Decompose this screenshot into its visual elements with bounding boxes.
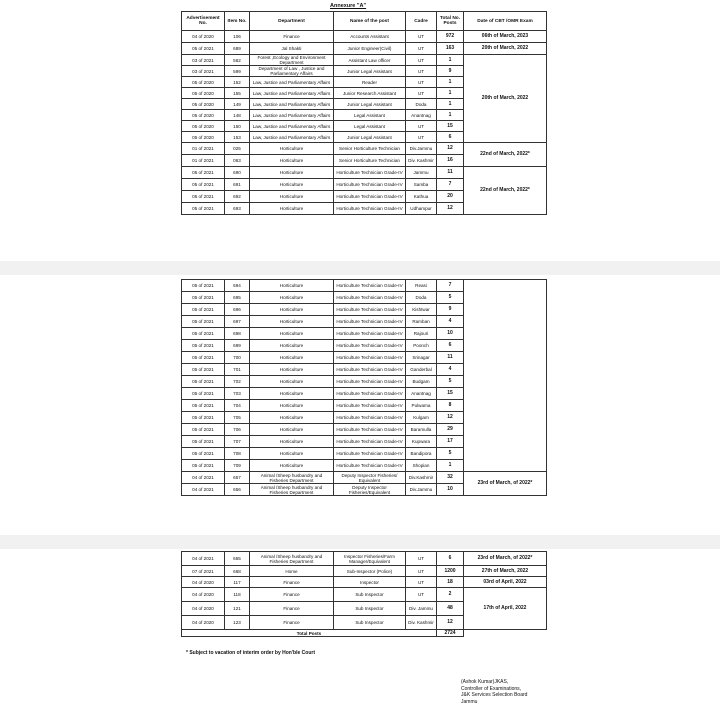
header-advertisement-no: Advertisement No. <box>182 12 225 31</box>
table-row: 05 of 2021 707 Horticulture Horticulture Technician Grade-IV Kupwara 17 <box>182 436 547 448</box>
signatory-name: (Ashok Kumar)JKAS, <box>461 679 509 685</box>
signature-block <box>461 679 527 705</box>
table-row: 05 of 2021 695 Horticulture Horticulture Technician Grade-IV Doda 5 <box>182 292 547 304</box>
table-row: 03 of 2021 599 Department of Law , Justice and Parliamentary Affairs Junior Legal Assistant UT 9 <box>182 66 547 77</box>
table-row: 05 of 2021 702 Horticulture Horticulture Technician Grade-IV Budgam 5 <box>182 376 547 388</box>
table-row: 05 of 2021 698 Horticulture Horticulture Technician Grade-IV Rajouri 10 <box>182 328 547 340</box>
signatory-designation: Controller of Examinations, <box>461 685 522 692</box>
table-row: 05 of 2021 699 Horticulture Horticulture Technician Grade-IV Poonch 6 <box>182 340 547 352</box>
total-posts-value: 2724 <box>437 630 464 637</box>
header-post-name: Name of the post <box>334 12 406 31</box>
table-row: 04 of 2021 655 Animal /Sheep husbandry and Fisheries Department Inspector Fisheries/Farm Manager/Equivalent UT 6 23rd of March, of 2022* <box>182 552 547 566</box>
table-row: 05 of 2021 689 Jal Shakti Junior Engineer(Civil) UT 163 20th of March, 2022 <box>182 43 547 55</box>
table-row: 03 of 2021 562 Forest ,Ecology and Environment Department Assistant Law officer UT 1 20th of March, 2022 <box>182 55 547 66</box>
table-row: 05 of 2021 696 Horticulture Horticulture Technician Grade-IV Kishtwar 9 <box>182 304 547 316</box>
table-row: 05 of 2021 691 Horticulture Horticulture Technician Grade-IV Samba 7 <box>182 179 547 191</box>
exam-date-empty <box>464 280 547 472</box>
exam-date: 22nd of March, 2022* <box>464 143 547 167</box>
exam-date: 23rd of March, of 2022* <box>464 472 547 496</box>
signatory-place: Jammu <box>461 698 478 705</box>
exam-date: 22nd of March, 2022* <box>464 167 547 215</box>
table-row: 05 of 2020 155 Law, Justice and Parliamentary Affairs Junior Research Assistant UT 1 <box>182 88 547 99</box>
header-exam-date: Date of CBT /OMR Exam <box>464 12 547 31</box>
exam-date: 17th of April, 2022 <box>464 588 547 630</box>
exam-schedule-table-part-3 <box>181 551 547 637</box>
exam-schedule-table-part-1 <box>181 11 547 215</box>
table-row: 05 of 2020 153 Law, Justice and Parliamentary Affairs Junior Legal Assistant UT 6 <box>182 132 547 143</box>
table-row: 05 of 2021 708 Horticulture Horticulture Technician Grade-IV Bandipora 5 <box>182 448 547 460</box>
header-item-no: Item No. <box>225 12 250 31</box>
table-row: 05 of 2021 700 Horticulture Horticulture Technician Grade-IV Srinagar 11 <box>182 352 547 364</box>
table-row: 04 of 2020 118 Finance Sub Inspector UT 2 17th of April, 2022 <box>182 588 547 602</box>
table-row: 04 of 2020 123 Finance Sub Inspector Div. Kashmir 12 <box>182 616 547 630</box>
table-row: 05 of 2021 703 Horticulture Horticulture Technician Grade-IV Anantnag 15 <box>182 388 547 400</box>
table-row: 01 of 2021 025 Horticulture Senior Horticulture Technician Div.Jammu 12 22nd of March, 2022* <box>182 143 547 155</box>
exam-date: 20th of March, 2022 <box>464 43 547 55</box>
table-row: 05 of 2020 152 Law, Justice and Parliamentary Affairs Reader UT 1 <box>182 77 547 88</box>
table-row: 05 of 2021 693 Horticulture Horticulture Technician Grade-IV Udhampur 12 <box>182 203 547 215</box>
exam-date: 03rd of April, 2022 <box>464 577 547 588</box>
total-row <box>182 630 547 637</box>
exam-schedule-table-part-2 <box>181 279 547 496</box>
table-row: 05 of 2021 706 Horticulture Horticulture Technician Grade-IV Baramulla 29 <box>182 424 547 436</box>
table-row: 05 of 2021 709 Horticulture Horticulture Technician Grade-IV Shopian 1 <box>182 460 547 472</box>
table-row: 05 of 2020 149 Law, Justice and Parliamentary Affairs Junior Legal Assistant Doda 1 <box>182 99 547 110</box>
table-header-row <box>182 12 547 31</box>
header-total-posts: Total No. Posts <box>437 12 464 31</box>
page-divider <box>0 261 720 275</box>
exam-date: 20th of March, 2022 <box>464 55 547 143</box>
table-row: 05 of 2021 701 Horticulture Horticulture Technician Grade-IV Ganderbal 4 <box>182 364 547 376</box>
header-department: Department <box>250 12 334 31</box>
exam-date: 23rd of March, of 2022* <box>464 552 547 566</box>
page-divider <box>0 535 720 549</box>
table-row: 01 of 2021 063 Horticulture Senior Horticulture Technician Div. Kashmir 16 <box>182 155 547 167</box>
footnote: * Subject to vacation of interim order by Hon'ble Court <box>186 650 315 656</box>
table-row: 05 of 2020 150 Law, Justice and Parliamentary Affairs Legal Assistant UT 15 <box>182 121 547 132</box>
total-posts-label: Total Posts <box>182 630 437 637</box>
table-row: 04 of 2020 117 Finance Inspector UT 18 03rd of April, 2022 <box>182 577 547 588</box>
exam-date: 27th of March, 2022 <box>464 566 547 577</box>
exam-date: 06th of March, 2023 <box>464 31 547 43</box>
table-row: 05 of 2021 705 Horticulture Horticulture Technician Grade-IV Kulgam 12 <box>182 412 547 424</box>
table-row: 04 of 2020 121 Finance Sub Inspector Div. Jammu 48 <box>182 602 547 616</box>
table-row: 04 of 2021 656 Animal /Sheep husbandry and Fisheries Department Deputy Inspector Fisheries/Equivalent Div.Jammu 10 <box>182 484 547 496</box>
table-row: 05 of 2020 148 Law, Justice and Parliamentary Affairs Legal Assistant Anantnag 1 <box>182 110 547 121</box>
table-row: 04 of 2021 657 Animal /Sheep husbandry and Fisheries Department Deputy Inspector Fisheries/ Equivalent Div.Kashmir 32 23rd of March, of 2022* <box>182 472 547 484</box>
table-row: 05 of 2021 690 Horticulture Horticulture Technician Grade-IV Jammu 11 22nd of March, 2022* <box>182 167 547 179</box>
annexure-title: Annexure "A" <box>330 3 367 9</box>
table-row: 07 of 2021 668 Home Sub-Inspector (Police) UT 1200 27th of March, 2022 <box>182 566 547 577</box>
table-row: 05 of 2021 692 Horticulture Horticulture Technician Grade-IV Kathua 20 <box>182 191 547 203</box>
table-row: 05 of 2021 704 Horticulture Horticulture Technician Grade-IV Pulwama 8 <box>182 400 547 412</box>
table-row: 05 of 2021 697 Horticulture Horticulture Technician Grade-IV Ramban 4 <box>182 316 547 328</box>
header-cadre: Cadre <box>406 12 437 31</box>
table-row: 04 of 2020 106 Finance Accounts Assistant UT 972 06th of March, 2023 <box>182 31 547 43</box>
signatory-office: J&K Services Selection Board <box>461 692 528 699</box>
table-row: 05 of 2021 694 Horticulture Horticulture Technician Grade-IV Reasi 7 <box>182 280 547 292</box>
